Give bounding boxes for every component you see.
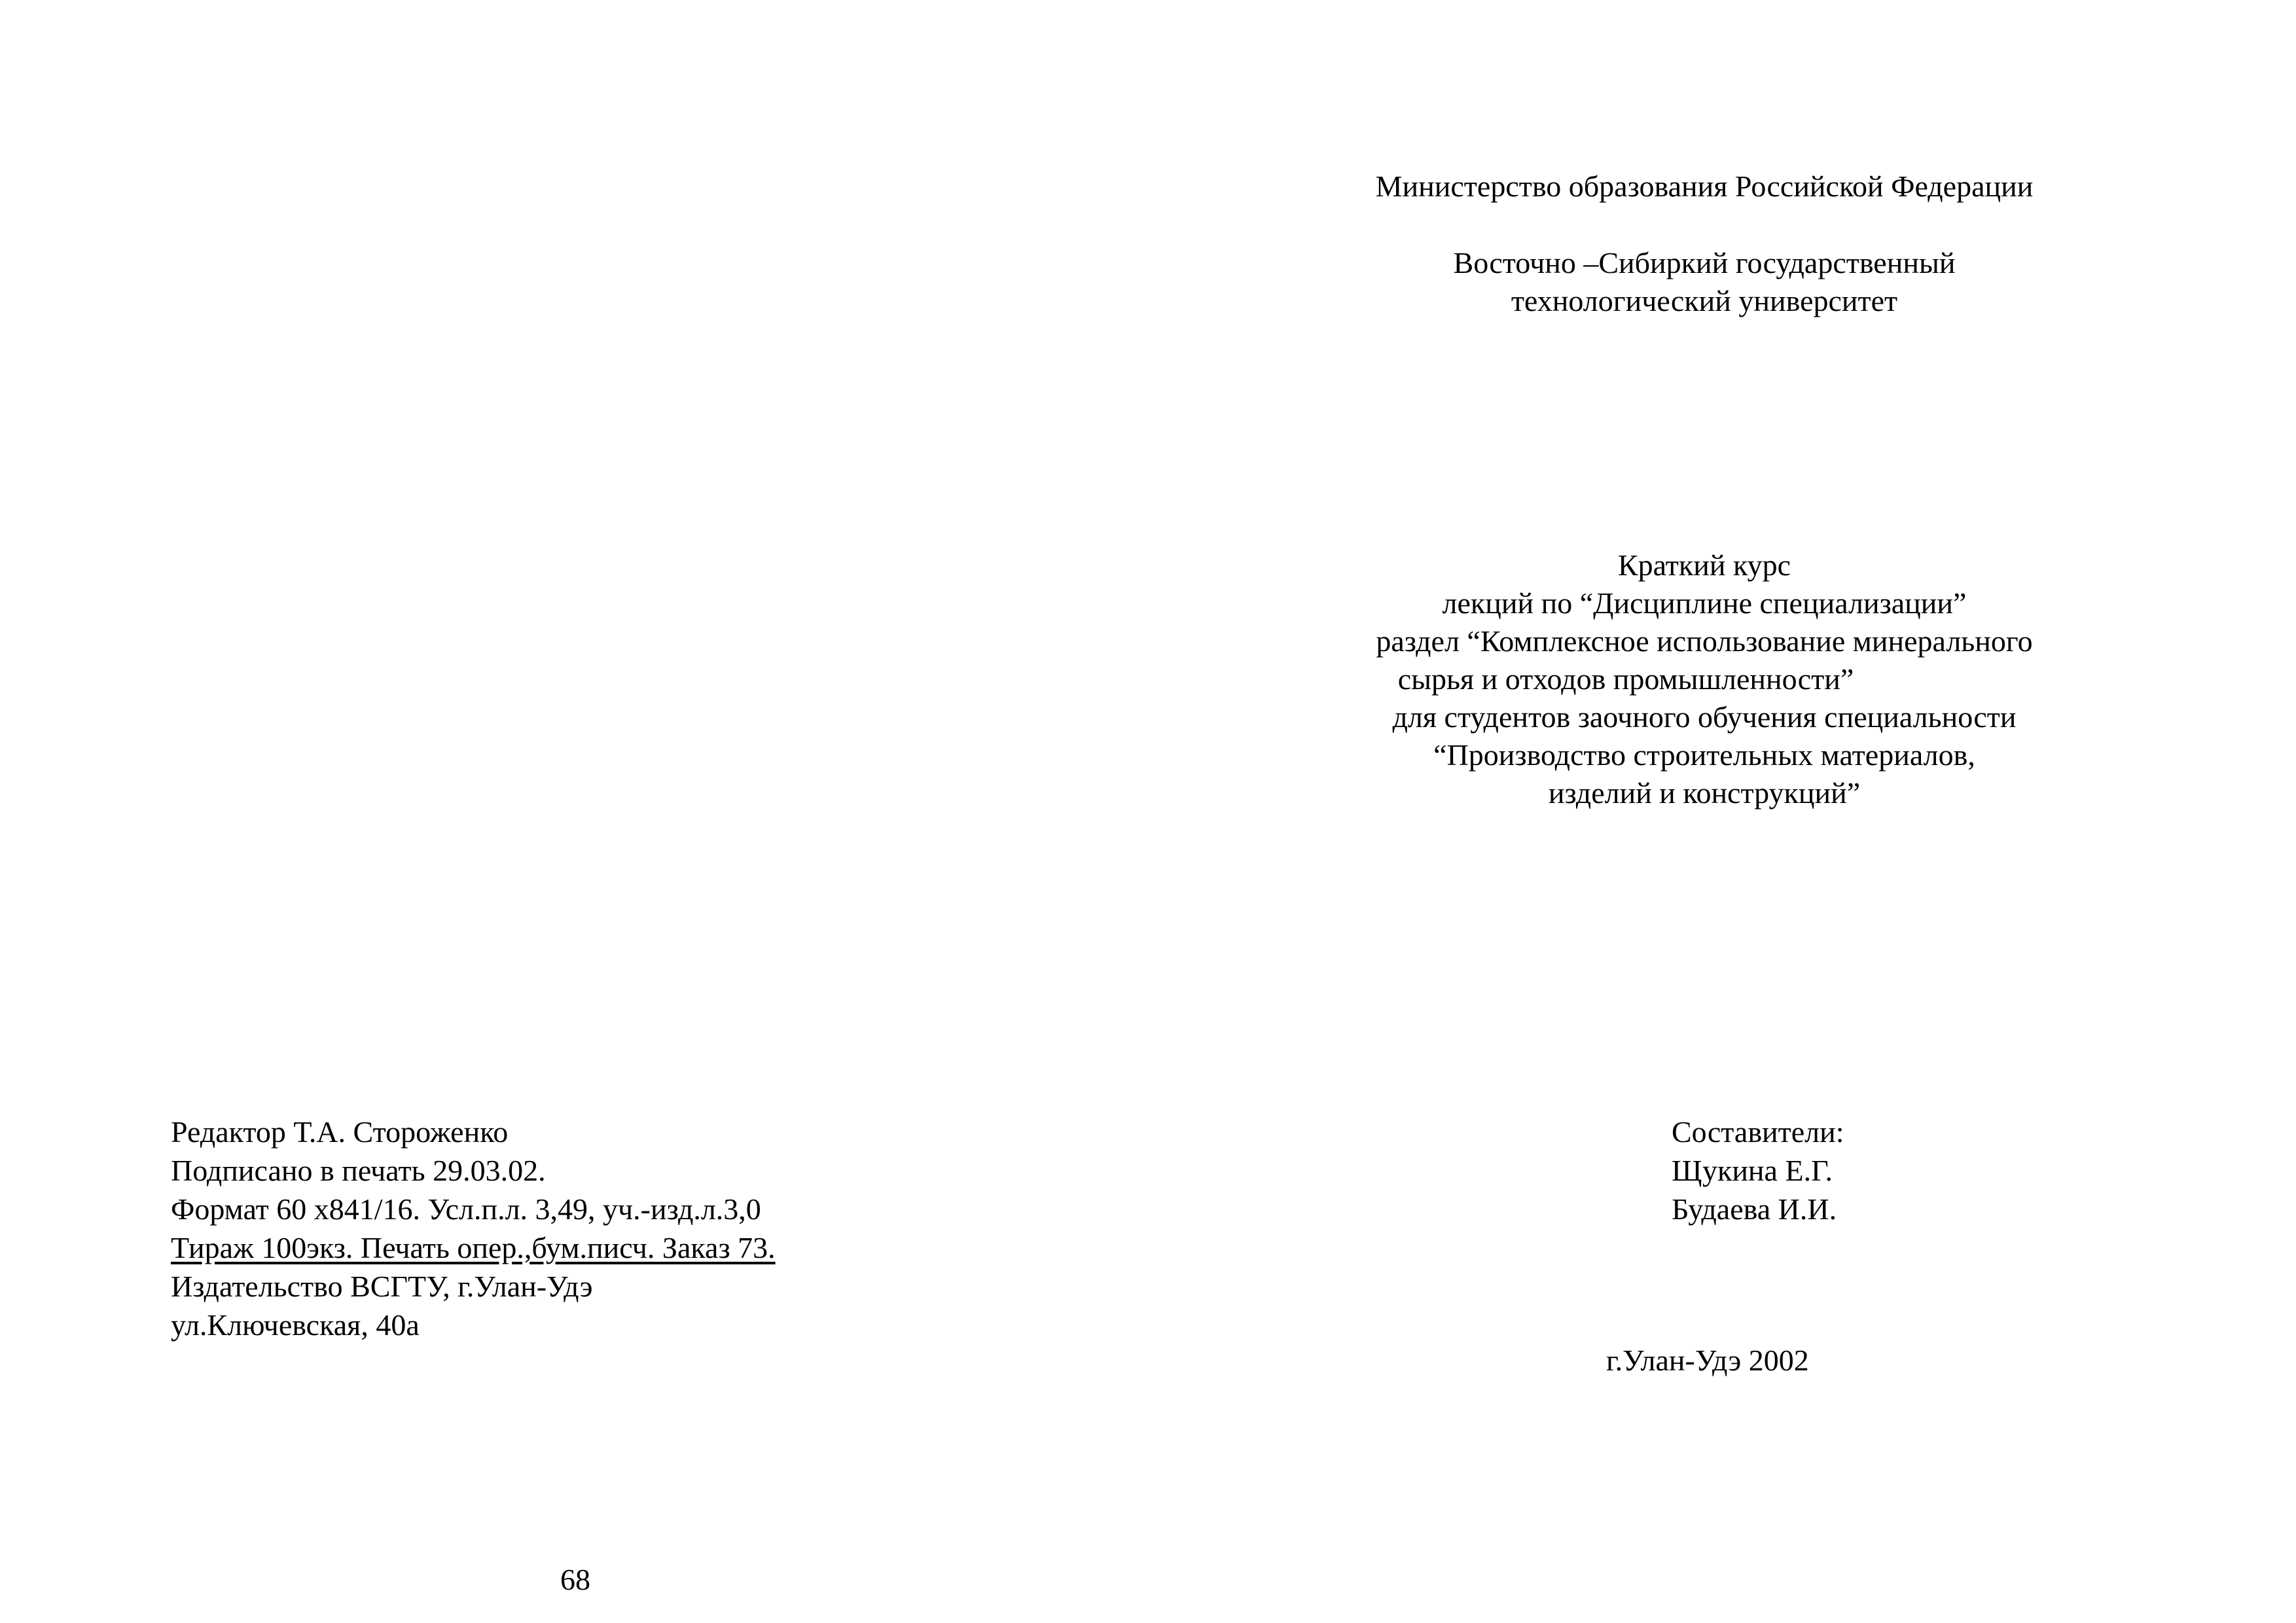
imprint-block [171, 1113, 1022, 1344]
university-line-1: Восточно –Сибиркий государственный [1453, 246, 1956, 279]
course-line-2: лекций по “Дисциплине специализации” [1442, 586, 1967, 620]
imprint-signed: Подписано в печать 29.03.02. [171, 1154, 546, 1187]
course-line-1: Краткий курс [1617, 548, 1791, 582]
ministry-header [1344, 168, 2064, 205]
right-page [1148, 0, 2296, 1623]
ministry-line: Министерство образования Российской Федерации [1375, 169, 2034, 203]
compiler-name-2: Будаева И.И. [1672, 1192, 1837, 1226]
course-line-5: для студентов заочного обучения специальности [1392, 700, 2017, 734]
course-title [1344, 546, 2064, 812]
compilers-heading: Составители: [1672, 1115, 1844, 1149]
compilers-block [1672, 1113, 1844, 1228]
compiler-name-1: Щукина Е.Г. [1672, 1154, 1833, 1187]
imprint-print-run: Тираж 100экз. Печать опер.,бум.писч. Заказ 73. [171, 1231, 776, 1264]
course-line-4: сырья и отходов промышленности” [1397, 662, 1854, 696]
course-line-7: изделий и конструкций” [1548, 776, 1861, 810]
course-line-3: раздел “Комплексное использование минерального [1376, 624, 2033, 658]
university-name [1344, 244, 2064, 320]
imprint-publisher: Издательство ВСГТУ, г.Улан-Удэ [171, 1270, 593, 1303]
city-year: г.Улан-Удэ 2002 [1606, 1344, 1809, 1377]
page-number: 68 [560, 1563, 590, 1596]
imprint-address: ул.Ключевская, 40а [171, 1308, 420, 1342]
imprint-editor: Редактор Т.А. Стороженко [171, 1115, 509, 1149]
course-line-6: “Производство строительных материалов, [1433, 738, 1975, 772]
imprint-format: Формат 60 х841/16. Усл.п.л. 3,49, уч.-изд.л.3,0 [171, 1192, 761, 1226]
university-line-2: технологический университет [1511, 284, 1898, 317]
